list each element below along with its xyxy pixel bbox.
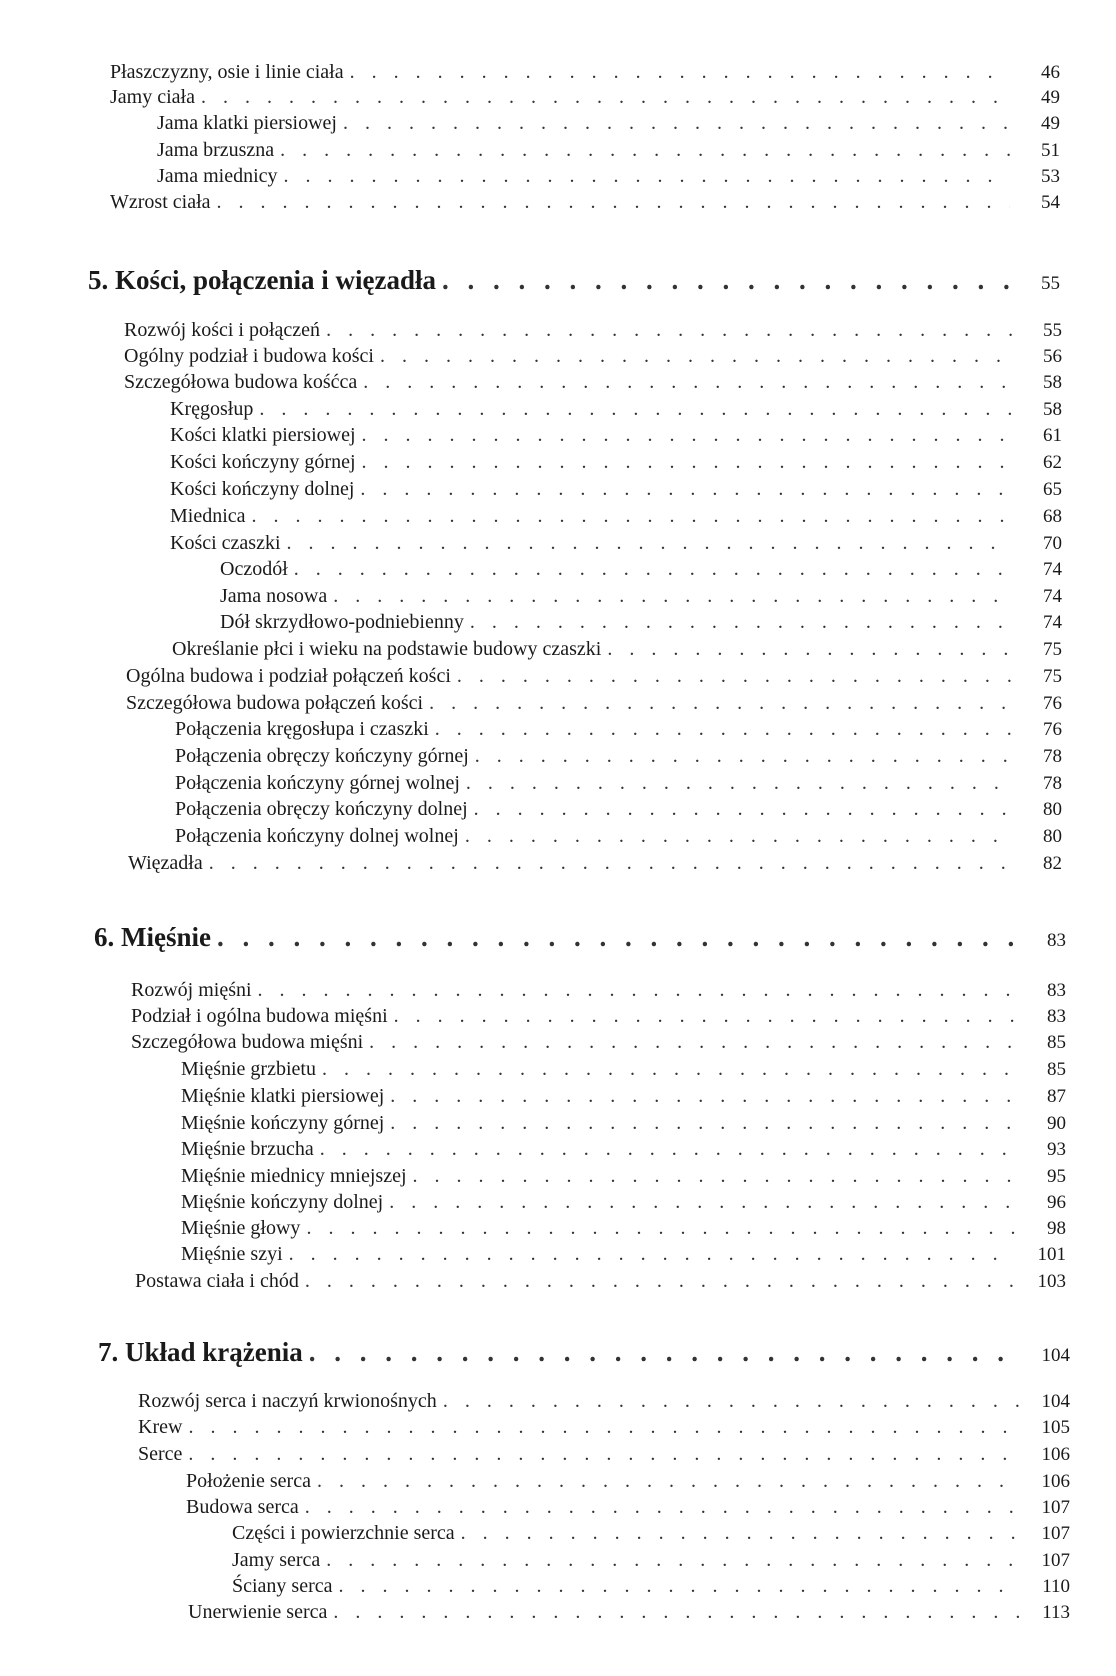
toc-entry bbox=[181, 1084, 1066, 1109]
dot-leader bbox=[474, 797, 1012, 821]
toc-entry-label: Szczegółowa budowa połączeń kości bbox=[126, 692, 424, 714]
toc-entry bbox=[157, 164, 1060, 189]
toc-entry-label: Unerwienie serca bbox=[188, 1601, 328, 1623]
toc-entry-page: 78 bbox=[1043, 773, 1062, 794]
dot-leader bbox=[252, 504, 1012, 528]
toc-entry-label: Kręgosłup bbox=[170, 398, 254, 420]
toc-entry-label: Kości klatki piersiowej bbox=[170, 424, 356, 446]
toc-entry-label: Dół skrzydłowo-podniebienny bbox=[220, 611, 464, 633]
toc-entry bbox=[131, 1030, 1066, 1055]
toc-entry bbox=[170, 477, 1062, 502]
toc-entry-page: 70 bbox=[1043, 533, 1062, 554]
toc-entry-page: 95 bbox=[1047, 1166, 1066, 1187]
toc-entry-label: Położenie serca bbox=[186, 1470, 311, 1492]
dot-leader bbox=[326, 318, 1012, 342]
toc-entry-page: 62 bbox=[1043, 452, 1062, 473]
toc-entry bbox=[110, 85, 1060, 110]
dot-leader bbox=[470, 610, 1012, 634]
toc-entry-page: 87 bbox=[1047, 1086, 1066, 1107]
toc-entry bbox=[232, 1521, 1070, 1546]
dot-leader bbox=[284, 164, 1010, 188]
toc-entry-page: 74 bbox=[1043, 559, 1062, 580]
toc-entry-page: 103 bbox=[1037, 1271, 1066, 1292]
toc-entry bbox=[186, 1495, 1070, 1520]
dot-leader bbox=[390, 1084, 1016, 1108]
toc-entry bbox=[175, 744, 1062, 769]
dot-leader bbox=[413, 1164, 1017, 1188]
toc-entry bbox=[175, 717, 1062, 742]
toc-entry-label: Ściany serca bbox=[232, 1575, 333, 1597]
toc-entry bbox=[138, 1415, 1070, 1440]
chapter-heading bbox=[88, 265, 1060, 299]
toc-entry-label: Kości kończyny dolnej bbox=[170, 478, 355, 500]
dot-leader bbox=[465, 824, 1012, 848]
dot-leader bbox=[429, 691, 1012, 715]
toc-entry bbox=[181, 1164, 1066, 1189]
toc-entry bbox=[135, 1269, 1066, 1294]
toc-entry-label: Określanie płci i wieku na podstawie budowy czaszki bbox=[172, 638, 602, 660]
dot-leader bbox=[306, 1216, 1016, 1240]
dot-leader bbox=[390, 1111, 1016, 1135]
toc-entry-label: Serce bbox=[138, 1443, 183, 1465]
toc-entry-label: Jama klatki piersiowej bbox=[157, 112, 337, 134]
toc-entry-page: 101 bbox=[1037, 1244, 1066, 1265]
toc-entry-page: 68 bbox=[1043, 506, 1062, 527]
dot-leader bbox=[343, 111, 1010, 135]
toc-entry-page: 96 bbox=[1047, 1192, 1066, 1213]
toc-entry-label: Rozwój serca i naczyń krwionośnych bbox=[138, 1390, 437, 1412]
toc-entry-label: Jama nosowa bbox=[220, 585, 328, 607]
toc-entry-label: Kości kończyny górnej bbox=[170, 451, 356, 473]
toc-entry bbox=[138, 1442, 1070, 1467]
dot-leader bbox=[280, 138, 1010, 162]
toc-entry-label: Części i powierzchnie serca bbox=[232, 1522, 455, 1544]
toc-entry bbox=[110, 190, 1060, 215]
toc-entry bbox=[220, 557, 1062, 582]
dot-leader bbox=[461, 1521, 1020, 1545]
toc-entry-label: Jamy ciała bbox=[110, 86, 195, 108]
toc-entry-page: 49 bbox=[1041, 87, 1060, 108]
dot-leader bbox=[188, 1415, 1020, 1439]
toc-entry-label: Połączenia obręczy kończyny dolnej bbox=[175, 798, 468, 820]
toc-entry bbox=[181, 1111, 1066, 1136]
toc-entry-page: 83 bbox=[1047, 930, 1066, 951]
toc-entry-page: 55 bbox=[1043, 320, 1062, 341]
toc-entry-page: 49 bbox=[1041, 113, 1060, 134]
toc-entry-page: 104 bbox=[1041, 1391, 1070, 1412]
toc-entry-page: 78 bbox=[1043, 746, 1062, 767]
chapter-heading bbox=[98, 1337, 1070, 1371]
dot-leader bbox=[217, 922, 1016, 952]
toc-entry-page: 80 bbox=[1043, 826, 1062, 847]
toc-entry bbox=[128, 851, 1062, 876]
toc-entry-label: Ogólna budowa i podział połączeń kości bbox=[126, 665, 451, 687]
dot-leader bbox=[294, 557, 1012, 581]
dot-leader bbox=[333, 584, 1012, 608]
toc-entry bbox=[181, 1137, 1066, 1162]
toc-entry-label: Mięśnie szyi bbox=[181, 1243, 283, 1265]
dot-leader bbox=[309, 1337, 1020, 1367]
toc-entry-label: Połączenia kończyny górnej wolnej bbox=[175, 772, 460, 794]
toc-entry bbox=[138, 1389, 1070, 1414]
dot-leader bbox=[442, 265, 1010, 295]
dot-leader bbox=[350, 60, 1010, 84]
dot-leader bbox=[305, 1269, 1016, 1293]
toc-entry bbox=[181, 1216, 1066, 1241]
dot-leader bbox=[607, 637, 1012, 661]
toc-entry-label: Mięśnie brzucha bbox=[181, 1138, 314, 1160]
toc-entry-page: 107 bbox=[1041, 1497, 1070, 1518]
dot-leader bbox=[380, 344, 1012, 368]
toc-entry bbox=[126, 691, 1062, 716]
dot-leader bbox=[457, 664, 1012, 688]
toc-entry-page: 107 bbox=[1041, 1550, 1070, 1571]
toc-entry bbox=[175, 797, 1062, 822]
toc-entry-label: Połączenia obręczy kończyny górnej bbox=[175, 745, 469, 767]
toc-entry bbox=[188, 1600, 1070, 1625]
toc-entry-label: Postawa ciała i chód bbox=[135, 1270, 299, 1292]
toc-entry-label: Jama miednicy bbox=[157, 165, 278, 187]
toc-entry-label: Rozwój kości i połączeń bbox=[124, 319, 321, 341]
toc-entry-page: 98 bbox=[1047, 1218, 1066, 1239]
dot-leader bbox=[333, 1600, 1020, 1624]
toc-entry-label: Jama brzuszna bbox=[157, 139, 275, 161]
toc-entry-page: 76 bbox=[1043, 719, 1062, 740]
toc-entry bbox=[110, 60, 1060, 85]
dot-leader bbox=[475, 744, 1012, 768]
dot-leader bbox=[326, 1548, 1020, 1572]
dot-leader bbox=[389, 1190, 1016, 1214]
toc-entry bbox=[175, 824, 1062, 849]
toc-entry-label: Krew bbox=[138, 1416, 183, 1438]
toc-entry-page: 107 bbox=[1041, 1523, 1070, 1544]
toc-entry-label: Więzadła bbox=[128, 852, 203, 874]
toc-entry bbox=[126, 664, 1062, 689]
toc-entry bbox=[175, 771, 1062, 796]
toc-entry-label: Połączenia kręgosłupa i czaszki bbox=[175, 718, 429, 740]
toc-entry-label: Podział i ogólna budowa mięśni bbox=[131, 1005, 388, 1027]
toc-entry-page: 56 bbox=[1043, 346, 1062, 367]
toc-entry-page: 46 bbox=[1041, 62, 1060, 83]
toc-entry-label: Oczodół bbox=[220, 558, 288, 580]
toc-entry-page: 54 bbox=[1041, 192, 1060, 213]
toc-entry-page: 106 bbox=[1041, 1471, 1070, 1492]
toc-entry-page: 82 bbox=[1043, 853, 1062, 874]
dot-leader bbox=[320, 1137, 1016, 1161]
dot-leader bbox=[360, 477, 1012, 501]
toc-entry-page: 83 bbox=[1047, 1006, 1066, 1027]
dot-leader bbox=[188, 1442, 1020, 1466]
toc-entry bbox=[170, 504, 1062, 529]
toc-entry-label: Połączenia kończyny dolnej wolnej bbox=[175, 825, 459, 847]
dot-leader bbox=[305, 1495, 1020, 1519]
toc-entry-page: 76 bbox=[1043, 693, 1062, 714]
toc-entry-label: Kości czaszki bbox=[170, 532, 281, 554]
toc-entry-label: Szczegółowa budowa kośćca bbox=[124, 371, 358, 393]
chapter-heading bbox=[94, 922, 1066, 956]
toc-entry-page: 75 bbox=[1043, 639, 1062, 660]
toc-entry-label: Wzrost ciała bbox=[110, 191, 211, 213]
toc-entry-page: 90 bbox=[1047, 1113, 1066, 1134]
toc-entry bbox=[170, 397, 1062, 422]
dot-leader bbox=[217, 190, 1011, 214]
toc-entry-page: 55 bbox=[1041, 273, 1060, 294]
toc-entry-label: Mięśnie klatki piersiowej bbox=[181, 1085, 385, 1107]
toc-entry-label: Rozwój mięśni bbox=[131, 979, 252, 1001]
toc-entry bbox=[131, 978, 1066, 1003]
dot-leader bbox=[435, 717, 1012, 741]
dot-leader bbox=[394, 1004, 1016, 1028]
dot-leader bbox=[362, 450, 1012, 474]
toc-entry-page: 74 bbox=[1043, 586, 1062, 607]
toc-entry-label: Mięśnie grzbietu bbox=[181, 1058, 316, 1080]
toc-entry-label: Budowa serca bbox=[186, 1496, 299, 1518]
toc-entry-page: 74 bbox=[1043, 612, 1062, 633]
toc-entry bbox=[124, 344, 1062, 369]
toc-entry-page: 85 bbox=[1047, 1032, 1066, 1053]
dot-leader bbox=[317, 1469, 1020, 1493]
toc-entry-page: 110 bbox=[1042, 1576, 1070, 1597]
toc-entry bbox=[170, 423, 1062, 448]
dot-leader bbox=[289, 1242, 1016, 1266]
toc-entry bbox=[181, 1057, 1066, 1082]
toc-entry bbox=[172, 637, 1062, 662]
toc-entry-page: 61 bbox=[1043, 425, 1062, 446]
toc-entry-label: Mięśnie miednicy mniejszej bbox=[181, 1165, 407, 1187]
dot-leader bbox=[258, 978, 1016, 1002]
dot-leader bbox=[466, 771, 1012, 795]
toc-entry bbox=[131, 1004, 1066, 1029]
dot-leader bbox=[443, 1389, 1020, 1413]
chapter-title: 7. Układ krążenia bbox=[98, 1337, 303, 1367]
dot-leader bbox=[209, 851, 1012, 875]
dot-leader bbox=[201, 85, 1010, 109]
toc-entry-label: Mięśnie kończyny górnej bbox=[181, 1112, 385, 1134]
dot-leader bbox=[363, 370, 1012, 394]
toc-entry bbox=[186, 1469, 1070, 1494]
toc-entry bbox=[170, 450, 1062, 475]
dot-leader bbox=[339, 1574, 1020, 1598]
dot-leader bbox=[322, 1057, 1016, 1081]
toc-entry-page: 113 bbox=[1042, 1602, 1070, 1623]
toc-entry bbox=[157, 111, 1060, 136]
toc-entry bbox=[124, 318, 1062, 343]
toc-entry-page: 80 bbox=[1043, 799, 1062, 820]
toc-entry bbox=[170, 531, 1062, 556]
toc-entry-page: 83 bbox=[1047, 980, 1066, 1001]
toc-entry bbox=[181, 1190, 1066, 1215]
dot-leader bbox=[259, 397, 1012, 421]
toc-entry-page: 85 bbox=[1047, 1059, 1066, 1080]
toc-entry-page: 75 bbox=[1043, 666, 1062, 687]
toc-entry-page: 65 bbox=[1043, 479, 1062, 500]
toc-entry-page: 105 bbox=[1041, 1417, 1070, 1438]
toc-entry-label: Płaszczyzny, osie i linie ciała bbox=[110, 61, 344, 83]
toc-entry-page: 58 bbox=[1043, 372, 1062, 393]
toc-entry-page: 58 bbox=[1043, 399, 1062, 420]
toc-entry-page: 51 bbox=[1041, 140, 1060, 161]
dot-leader bbox=[362, 423, 1012, 447]
toc-entry-label: Szczegółowa budowa mięśni bbox=[131, 1031, 364, 1053]
toc-entry bbox=[181, 1242, 1066, 1267]
toc-entry bbox=[157, 138, 1060, 163]
chapter-title: 5. Kości, połączenia i więzadła bbox=[88, 265, 436, 295]
chapter-title: 6. Mięśnie bbox=[94, 922, 211, 952]
toc-entry bbox=[124, 370, 1062, 395]
toc-entry bbox=[220, 584, 1062, 609]
toc-entry bbox=[220, 610, 1062, 635]
toc-entry-label: Mięśnie głowy bbox=[181, 1217, 301, 1239]
toc-entry-label: Miednica bbox=[170, 505, 246, 527]
toc-entry-page: 93 bbox=[1047, 1139, 1066, 1160]
toc-entry-label: Mięśnie kończyny dolnej bbox=[181, 1191, 384, 1213]
dot-leader bbox=[369, 1030, 1016, 1054]
toc-entry-page: 106 bbox=[1041, 1444, 1070, 1465]
toc-entry-page: 53 bbox=[1041, 166, 1060, 187]
dot-leader bbox=[287, 531, 1012, 555]
toc-entry-label: Jamy serca bbox=[232, 1549, 321, 1571]
toc-entry-label: Ogólny podział i budowa kości bbox=[124, 345, 374, 367]
toc-entry bbox=[232, 1574, 1070, 1599]
toc-entry bbox=[232, 1548, 1070, 1573]
toc-entry-page: 104 bbox=[1041, 1345, 1070, 1366]
